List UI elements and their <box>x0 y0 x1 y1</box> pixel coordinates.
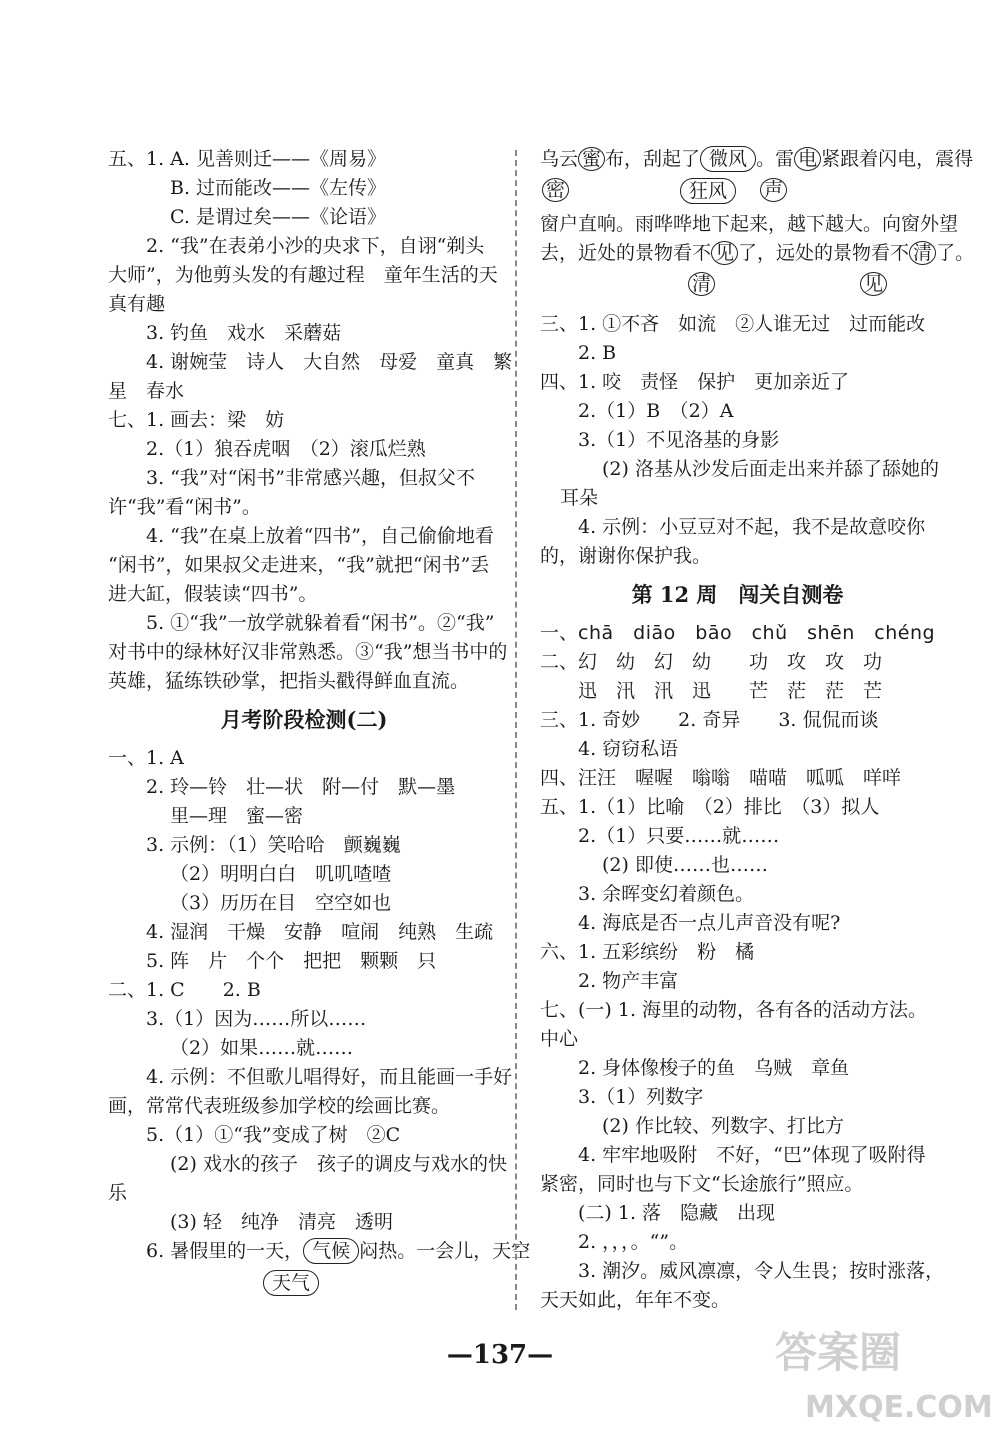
circled-wrong-word: 气候 <box>303 1238 359 1264</box>
answer-line: 3. 余晖变幻着颜色。 <box>578 883 755 905</box>
answer-line: 2. B <box>578 342 617 364</box>
section-title-week-12: 第 12 周 闯关自测卷 <box>631 582 844 607</box>
correction-word: 狂风 <box>680 178 736 204</box>
circled-wrong-word: 蜜 <box>578 147 605 171</box>
correction-word: 天气 <box>263 1270 319 1296</box>
answer-line: C. 是谓过矣——《论语》 <box>170 206 386 228</box>
text-segment: 去，近处的景物看不 <box>540 242 712 264</box>
answer-line: 5.（1）①“我”变成了树 ②C <box>146 1124 401 1146</box>
answer-line-pinyin <box>540 619 935 648</box>
correction-row <box>108 1266 500 1302</box>
answer-line: 窗户直响。雨哗哗地下起来，越下越大。向窗外望 <box>540 213 959 235</box>
answer-line: 3.（1）列数字 <box>578 1086 704 1108</box>
answer-line-correction <box>108 1237 531 1266</box>
correction-word: 清 <box>688 272 715 296</box>
answer-line: 三、1. ①不吝 如流 ②人谁无过 过而能改 <box>540 313 926 335</box>
answer-line: 2. 物产丰富 <box>578 970 679 992</box>
answer-line: 5. 阵 片 个个 把把 颗颗 只 <box>146 950 437 972</box>
answer-line: 4. 海底是否一点儿声音没有呢? <box>578 912 841 934</box>
answer-line: 英雄，猛练铁砂掌，把指头戳得鲜血直流。 <box>108 670 470 692</box>
page-number: —137— <box>446 1340 554 1370</box>
answer-line: 二、幻 幼 幻 幼 功 攻 攻 功 <box>540 651 883 673</box>
answer-line: 3.（1）因为……所以…… <box>146 1008 367 1030</box>
correction-row <box>540 174 935 210</box>
circled-wrong-word: 见 <box>711 241 738 265</box>
watermark-brand: 答案圈 <box>775 1328 902 1377</box>
text-segment: 。雷 <box>756 148 795 170</box>
answer-line: 里—理 蜜—密 <box>170 805 304 827</box>
section-title-monthly-test-2: 月考阶段检测(二) <box>220 707 388 732</box>
answer-line: 乐 <box>108 1182 128 1204</box>
answer-line: 对书中的绿林好汉非常熟悉。③“我”想当书中的 <box>108 641 508 663</box>
answer-line: 4. 湿润 干燥 安静 喧闹 纯熟 生疏 <box>146 921 494 943</box>
answer-line: 2. 身体像梭子的鱼 乌贼 章鱼 <box>578 1057 850 1079</box>
answer-line: 星 春水 <box>108 380 185 402</box>
watermark-logo <box>775 1320 993 1430</box>
answer-line: 一、1. A <box>108 747 184 769</box>
circled-wrong-word: 微风 <box>700 146 756 172</box>
answer-line: 2.（1）B （2）A <box>578 400 734 422</box>
answer-line: 4. “我”在桌上放着“四书”，自己偷偷地看 <box>146 525 495 547</box>
watermark-url: MXQE.COM <box>805 1390 993 1425</box>
answer-line: 七、1. 画去：梁 妨 <box>108 409 285 431</box>
answer-line: 3.（1）不见洛基的身影 <box>578 429 780 451</box>
text-segment: 闷热。一会儿，天空 <box>359 1240 531 1262</box>
correction-word: 声 <box>760 178 787 202</box>
answer-line: 2.（1）狼吞虎咽 （2）滚瓜烂熟 <box>146 438 426 460</box>
answer-line: 迅 汛 汛 迅 芒 茫 茫 芒 <box>578 680 883 702</box>
answer-line: 3. 钓鱼 戏水 采蘑菇 <box>146 322 342 344</box>
answer-line: (2) 作比较、列数字、打比方 <box>602 1115 844 1137</box>
answer-line: 的，谢谢你保护我。 <box>540 545 712 567</box>
answer-line: 4. 窃窃私语 <box>578 738 679 760</box>
text-segment: 乌云 <box>540 148 579 170</box>
answer-line: (2) 即使……也…… <box>602 854 768 876</box>
answer-line: 4. 示例：小豆豆对不起，我不是故意咬你 <box>578 516 926 538</box>
answer-line: B. 过而能改——《左传》 <box>170 177 387 199</box>
text-segment: 了。 <box>936 242 975 264</box>
answer-line-correction <box>540 239 975 268</box>
answer-line: 紧密，同时也与下文“长途旅行”照应。 <box>540 1173 864 1195</box>
answer-line: 天天如此，年年不变。 <box>540 1289 731 1311</box>
answer-line: 2.（1）只要……就…… <box>578 825 780 847</box>
answer-line: 4. 谢婉莹 诗人 大自然 母爱 童真 繁 <box>146 351 513 373</box>
circled-wrong-word: 电 <box>794 147 821 171</box>
left-column <box>108 145 531 1302</box>
answer-line: 真有趣 <box>108 293 166 315</box>
answer-line: 四、1. 咬 责怪 保护 更加亲近了 <box>540 371 850 393</box>
answer-line: 5. ①“我”一放学就躲着看“闲书”。②“我” <box>146 612 495 634</box>
answer-line: 3. 潮汐。威风凛凛，令人生畏；按时涨落， <box>578 1260 945 1282</box>
correction-word: 密 <box>542 178 569 202</box>
answer-line: 五、1.（1）比喻 （2）排比 （3）拟人 <box>540 796 880 818</box>
answer-line: (3) 轻 纯净 清亮 透明 <box>170 1211 393 1233</box>
answer-line: 二、1. C 2. B <box>108 979 261 1001</box>
answer-line: “闲书”，如果叔父走进来，“我”就把“闲书”丢 <box>108 554 490 576</box>
answer-line: 3. 示例：（1）笑哈哈 颤巍巍 <box>146 834 401 856</box>
pinyin-answers: chā diāo bāo chǔ shēn chéng <box>578 622 936 644</box>
text-segment: 了，远处的景物看不 <box>738 242 910 264</box>
answer-line: 画，常常代表班级参加学校的绘画比赛。 <box>108 1095 451 1117</box>
answer-line: 许“我”看“闲书”。 <box>108 496 261 518</box>
answer-line: 进大缸，假装读“四书”。 <box>108 583 318 605</box>
text-segment: 一、 <box>540 622 579 644</box>
answer-line: (二) 1. 落 隐藏 出现 <box>578 1202 776 1224</box>
answer-line: 2. ，，，。“”。 <box>578 1231 689 1253</box>
answer-line: (2) 戏水的孩子 孩子的调皮与戏水的快 <box>170 1153 507 1175</box>
answer-line: 三、1. 奇妙 2. 奇异 3. 侃侃而谈 <box>540 709 879 731</box>
answer-line: 六、1. 五彩缤纷 粉 橘 <box>540 941 755 963</box>
answer-line: 耳朵 <box>560 487 599 509</box>
answer-line: 4. 牢牢地吸附 不好，“巴”体现了吸附得 <box>578 1144 926 1166</box>
answer-line: 4. 示例：不但歌儿唱得好，而且能画一手好 <box>146 1066 513 1088</box>
answer-line: （3）历历在目 空空如也 <box>170 892 392 914</box>
answer-line: （2）如果……就…… <box>170 1037 354 1059</box>
answer-line-correction <box>540 145 974 174</box>
answer-line: (2) 洛基从沙发后面走出来并舔了舔她的 <box>602 458 939 480</box>
column-divider <box>515 150 517 1310</box>
answer-line: 3. “我”对“闲书”非常感兴趣，但叔父不 <box>146 467 476 489</box>
answer-line: 中心 <box>540 1028 579 1050</box>
answer-line: 五、1. A. 见善则迁——《周易》 <box>108 148 386 170</box>
answer-line: 四、汪汪 喔喔 嗡嗡 喵喵 呱呱 咩咩 <box>540 767 902 789</box>
right-column <box>540 145 975 1315</box>
answer-line: 2. 玲—铃 壮—状 附—付 默—墨 <box>146 776 456 798</box>
correction-row <box>540 268 935 304</box>
correction-word: 见 <box>860 272 887 296</box>
answer-line: 2. “我”在表弟小沙的央求下，自诩“剃头 <box>146 235 485 257</box>
text-segment: 6. 暑假里的一天， <box>146 1240 304 1262</box>
circled-wrong-word: 清 <box>909 241 936 265</box>
answer-line: （2）明明白白 叽叽喳喳 <box>170 863 392 885</box>
text-segment: 紧跟着闪电，震得 <box>821 148 974 170</box>
text-segment: 布，刮起了 <box>605 148 701 170</box>
answer-line: 大师”，为他剪头发的有趣过程 童年生活的天 <box>108 264 498 286</box>
answer-line: 七、(一) 1. 海里的动物，各有各的活动方法。 <box>540 999 928 1021</box>
